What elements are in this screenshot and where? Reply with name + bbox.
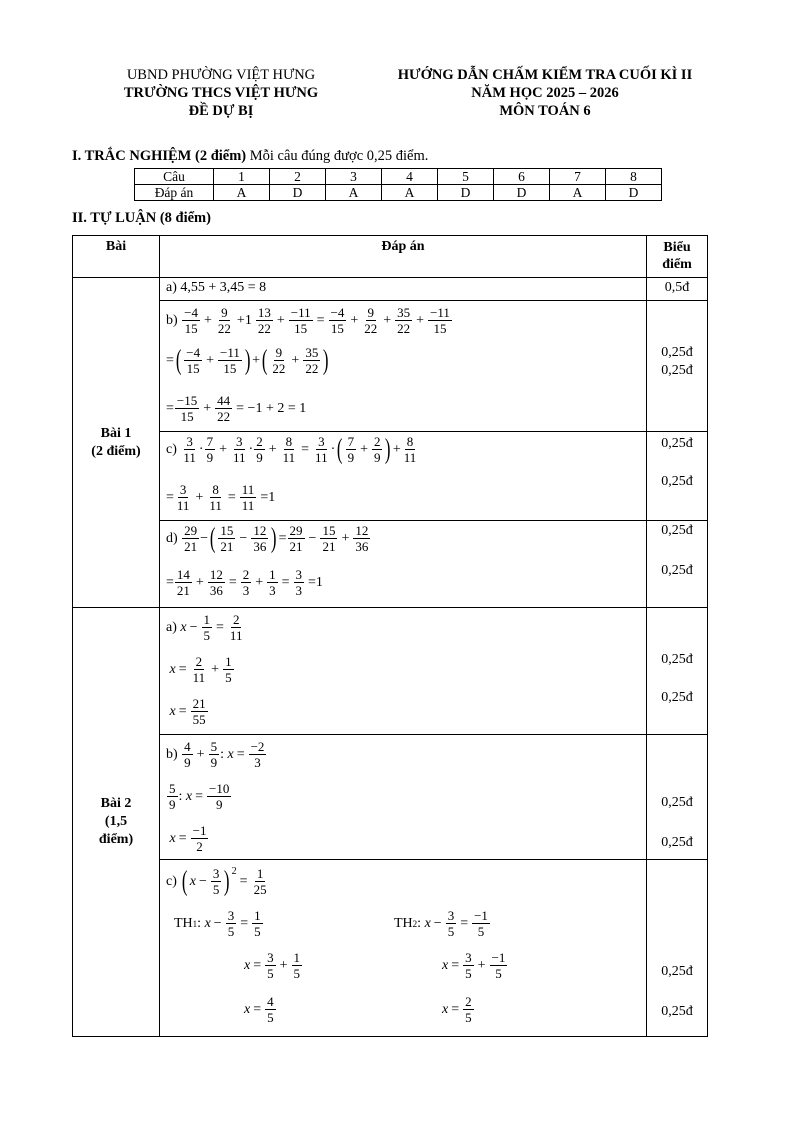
bai1-b-solution <box>160 301 647 432</box>
bai1-d-line2: = $\frac{14}{21}$ + $\frac{12}{36}$ = $\frac{2}{3}$ + $\frac{1}{3}$ = $\frac{3}{3}$ =1 <box>166 567 323 598</box>
answer-row <box>135 185 662 201</box>
bai2-b-line1: b) $\frac{4}{9}$ + $\frac{5}{9}$ : x = $\frac{-2}{3}$ <box>166 739 265 770</box>
question-number: 4 <box>382 169 438 185</box>
bai1-d-solution <box>160 521 647 608</box>
bai2-points-1: (1,5 <box>104 814 128 829</box>
section1-title: I. TRẮC NGHIỆM (2 điểm) <box>72 148 247 164</box>
case2-label: TH <box>394 915 413 931</box>
bai1-c-line2: = $\frac{3}{11}$ + $\frac{8}{11}$ = $\frac{11}{11}$ =1 <box>166 482 276 513</box>
bai1-c-line1: c) $\frac{3}{11}$ · $\frac{7}{9}$ + $\frac{3}{11}$ · $\frac{2}{9}$ + $\frac{8}{11}$ = $\frac{3}{11}$ · ( $\frac{7}{9}$ + $\frac{2}{9}$ ) + $\frac{8}{11}$ <box>166 433 417 465</box>
bai1-d-score-cell <box>647 521 708 608</box>
question-number: 2 <box>270 169 326 185</box>
bai1-d-score-2: 0,25đ <box>661 563 693 578</box>
bai2-a-line1: a) x − $\frac{1}{5}$ = $\frac{2}{11}$ <box>166 612 243 643</box>
answer-row-label: Đáp án <box>135 185 214 201</box>
department-name: UBND PHƯỜNG VIỆT HƯNG <box>126 67 316 83</box>
answer-cell: A <box>326 185 382 201</box>
bai2-a-line2: x = $\frac{2}{11}$ + $\frac{1}{5}$ <box>169 654 232 685</box>
header-right <box>360 66 730 120</box>
answer-cell: A <box>214 185 270 201</box>
bai1-c-score-1: 0,25đ <box>661 436 693 451</box>
question-row <box>135 169 662 185</box>
school-name: TRƯỜNG THCS VIỆT HƯNG <box>123 85 319 101</box>
bai2-b-line3: x = $\frac{-1}{2}$ <box>169 823 207 854</box>
bai1-c-score-2: 0,25đ <box>661 474 693 489</box>
answer-cell: D <box>270 185 326 201</box>
section2-title: II. TỰ LUẬN (8 điểm) <box>72 210 211 226</box>
answer-cell: A <box>382 185 438 201</box>
question-number: 1 <box>214 169 270 185</box>
header-bieudiem-line2: điểm <box>662 257 692 272</box>
bai1-b-score-cell <box>647 301 708 432</box>
bai2-c-case2-line3: x = $\frac{2}{5}$ <box>442 994 472 1025</box>
bai1-a-score-cell <box>647 278 708 301</box>
bai2-c-case1-line2: x = $\frac{3}{5}$ + $\frac{1}{5}$ <box>244 950 301 981</box>
bai1-a-solution <box>160 278 647 301</box>
bai2-b-line2: $\frac{5}{9}$ : x = $\frac{-10}{9}$ <box>169 781 230 812</box>
exam-type: ĐỀ DỰ BỊ <box>188 103 254 119</box>
bai1-a-row <box>73 278 708 301</box>
answer-cell: D <box>606 185 662 201</box>
answer-cell: A <box>550 185 606 201</box>
bai2-c-line1: c) ( x − $\frac{3}{5}$ ) $^2$ = $\frac{1}{25}$ <box>166 865 267 897</box>
bai2-c-case1-line1: TH 1 : x − $\frac{3}{5}$ = $\frac{1}{5}$ <box>174 908 261 939</box>
bai2-label <box>73 608 160 1037</box>
school-year: NĂM HỌC 2025 – 2026 <box>471 85 619 101</box>
bai2-a-row <box>73 608 708 735</box>
header-bieudiem-line1: Biểu <box>663 240 691 255</box>
bai1-b-line1: b) $\frac{-4}{15}$ + $\frac{9}{22}$ +1 $\frac{13}{22}$ + $\frac{-11}{15}$ = $\frac{-4}{15}$ + $\frac{9}{22}$ + $\frac{35}{22}$ + $\frac{-11}{15}$ <box>166 305 450 336</box>
bai1-c-row <box>73 432 708 521</box>
bai2-b-score-2: 0,25đ <box>661 835 693 850</box>
bai1-title: Bài 1 <box>100 425 132 441</box>
answer-cell: D <box>494 185 550 201</box>
header-bai: Bài <box>73 236 160 278</box>
bai2-c-row <box>73 860 708 1037</box>
bai1-c-score-cell <box>647 432 708 521</box>
bai1-a-score: 0,5đ <box>664 280 690 295</box>
bai2-c-score-1: 0,25đ <box>661 964 693 979</box>
subject: MÔN TOÁN 6 <box>499 103 591 119</box>
bai2-a-line3: x = $\frac{21}{55}$ <box>169 696 206 727</box>
bai2-title: Bài 2 <box>100 796 132 811</box>
bai1-b-score-2: 0,25đ <box>661 363 693 378</box>
bai2-c-score-cell <box>647 860 708 1037</box>
answer-cell: D <box>438 185 494 201</box>
header-bieudiem <box>647 236 708 278</box>
bai2-a-solution <box>160 608 647 735</box>
bai1-d-row <box>73 521 708 608</box>
bai2-c-case2-line2: x = $\frac{3}{5}$ + $\frac{-1}{5}$ <box>442 950 506 981</box>
bai2-c-case1-line3: x = $\frac{4}{5}$ <box>244 994 274 1025</box>
bai2-c-case2-line1: TH 2 : x − $\frac{3}{5}$ = $\frac{-1}{5}$ <box>394 908 488 939</box>
bai1-c-solution <box>160 432 647 521</box>
bai2-b-score-cell <box>647 735 708 860</box>
question-number: 7 <box>550 169 606 185</box>
bai1-d-score-1: 0,25đ <box>661 523 693 538</box>
bai1-a-text: a) 4,55 + 3,45 = 8 <box>166 280 267 295</box>
bai2-points-2: điểm) <box>98 832 134 847</box>
bai2-a-score-2: 0,25đ <box>661 690 693 705</box>
section1-heading <box>72 148 428 165</box>
bai1-b-row <box>73 301 708 432</box>
bai2-b-score-1: 0,25đ <box>661 795 693 810</box>
question-number: 8 <box>606 169 662 185</box>
bai2-c-score-2: 0,25đ <box>661 1004 693 1019</box>
section1-note: Mỗi câu đúng được 0,25 điểm. <box>246 148 429 164</box>
header-left <box>92 66 350 120</box>
bai1-b-score-1: 0,25đ <box>661 345 693 360</box>
table-header-row <box>73 236 708 278</box>
bai1-d-line1: d) $\frac{29}{21}$ − ( $\frac{15}{21}$ − $\frac{12}{36}$ ) = $\frac{29}{21}$ − $\frac{15}{21}$ + $\frac{12}{36}$ <box>166 522 369 554</box>
bai1-points: (2 điểm) <box>91 443 141 459</box>
bai1-b-line2: = ( $\frac{-4}{15}$ + $\frac{-11}{15}$ ) + ( $\frac{9}{22}$ + $\frac{35}{22}$ ) <box>166 344 329 376</box>
question-number: 5 <box>438 169 494 185</box>
bai2-a-score-cell <box>647 608 708 735</box>
bai2-c-solution <box>160 860 647 1037</box>
multiple-choice-table <box>134 168 662 201</box>
bai1-b-line3: = $\frac{-15}{15}$ + $\frac{44}{22}$ = −1 + 2 = 1 <box>166 393 307 424</box>
question-number: 6 <box>494 169 550 185</box>
bai2-b-row <box>73 735 708 860</box>
document-title: HƯỚNG DẪN CHẤM KIỂM TRA CUỐI KÌ II <box>397 67 693 83</box>
bai1-label <box>73 278 160 608</box>
bai2-a-score-1: 0,25đ <box>661 652 693 667</box>
essay-answer-table <box>72 235 708 1037</box>
bai2-b-solution <box>160 735 647 860</box>
question-number: 3 <box>326 169 382 185</box>
case1-label: TH <box>174 915 193 931</box>
question-row-label: Câu <box>135 169 214 185</box>
header-dapan: Đáp án <box>160 236 647 278</box>
